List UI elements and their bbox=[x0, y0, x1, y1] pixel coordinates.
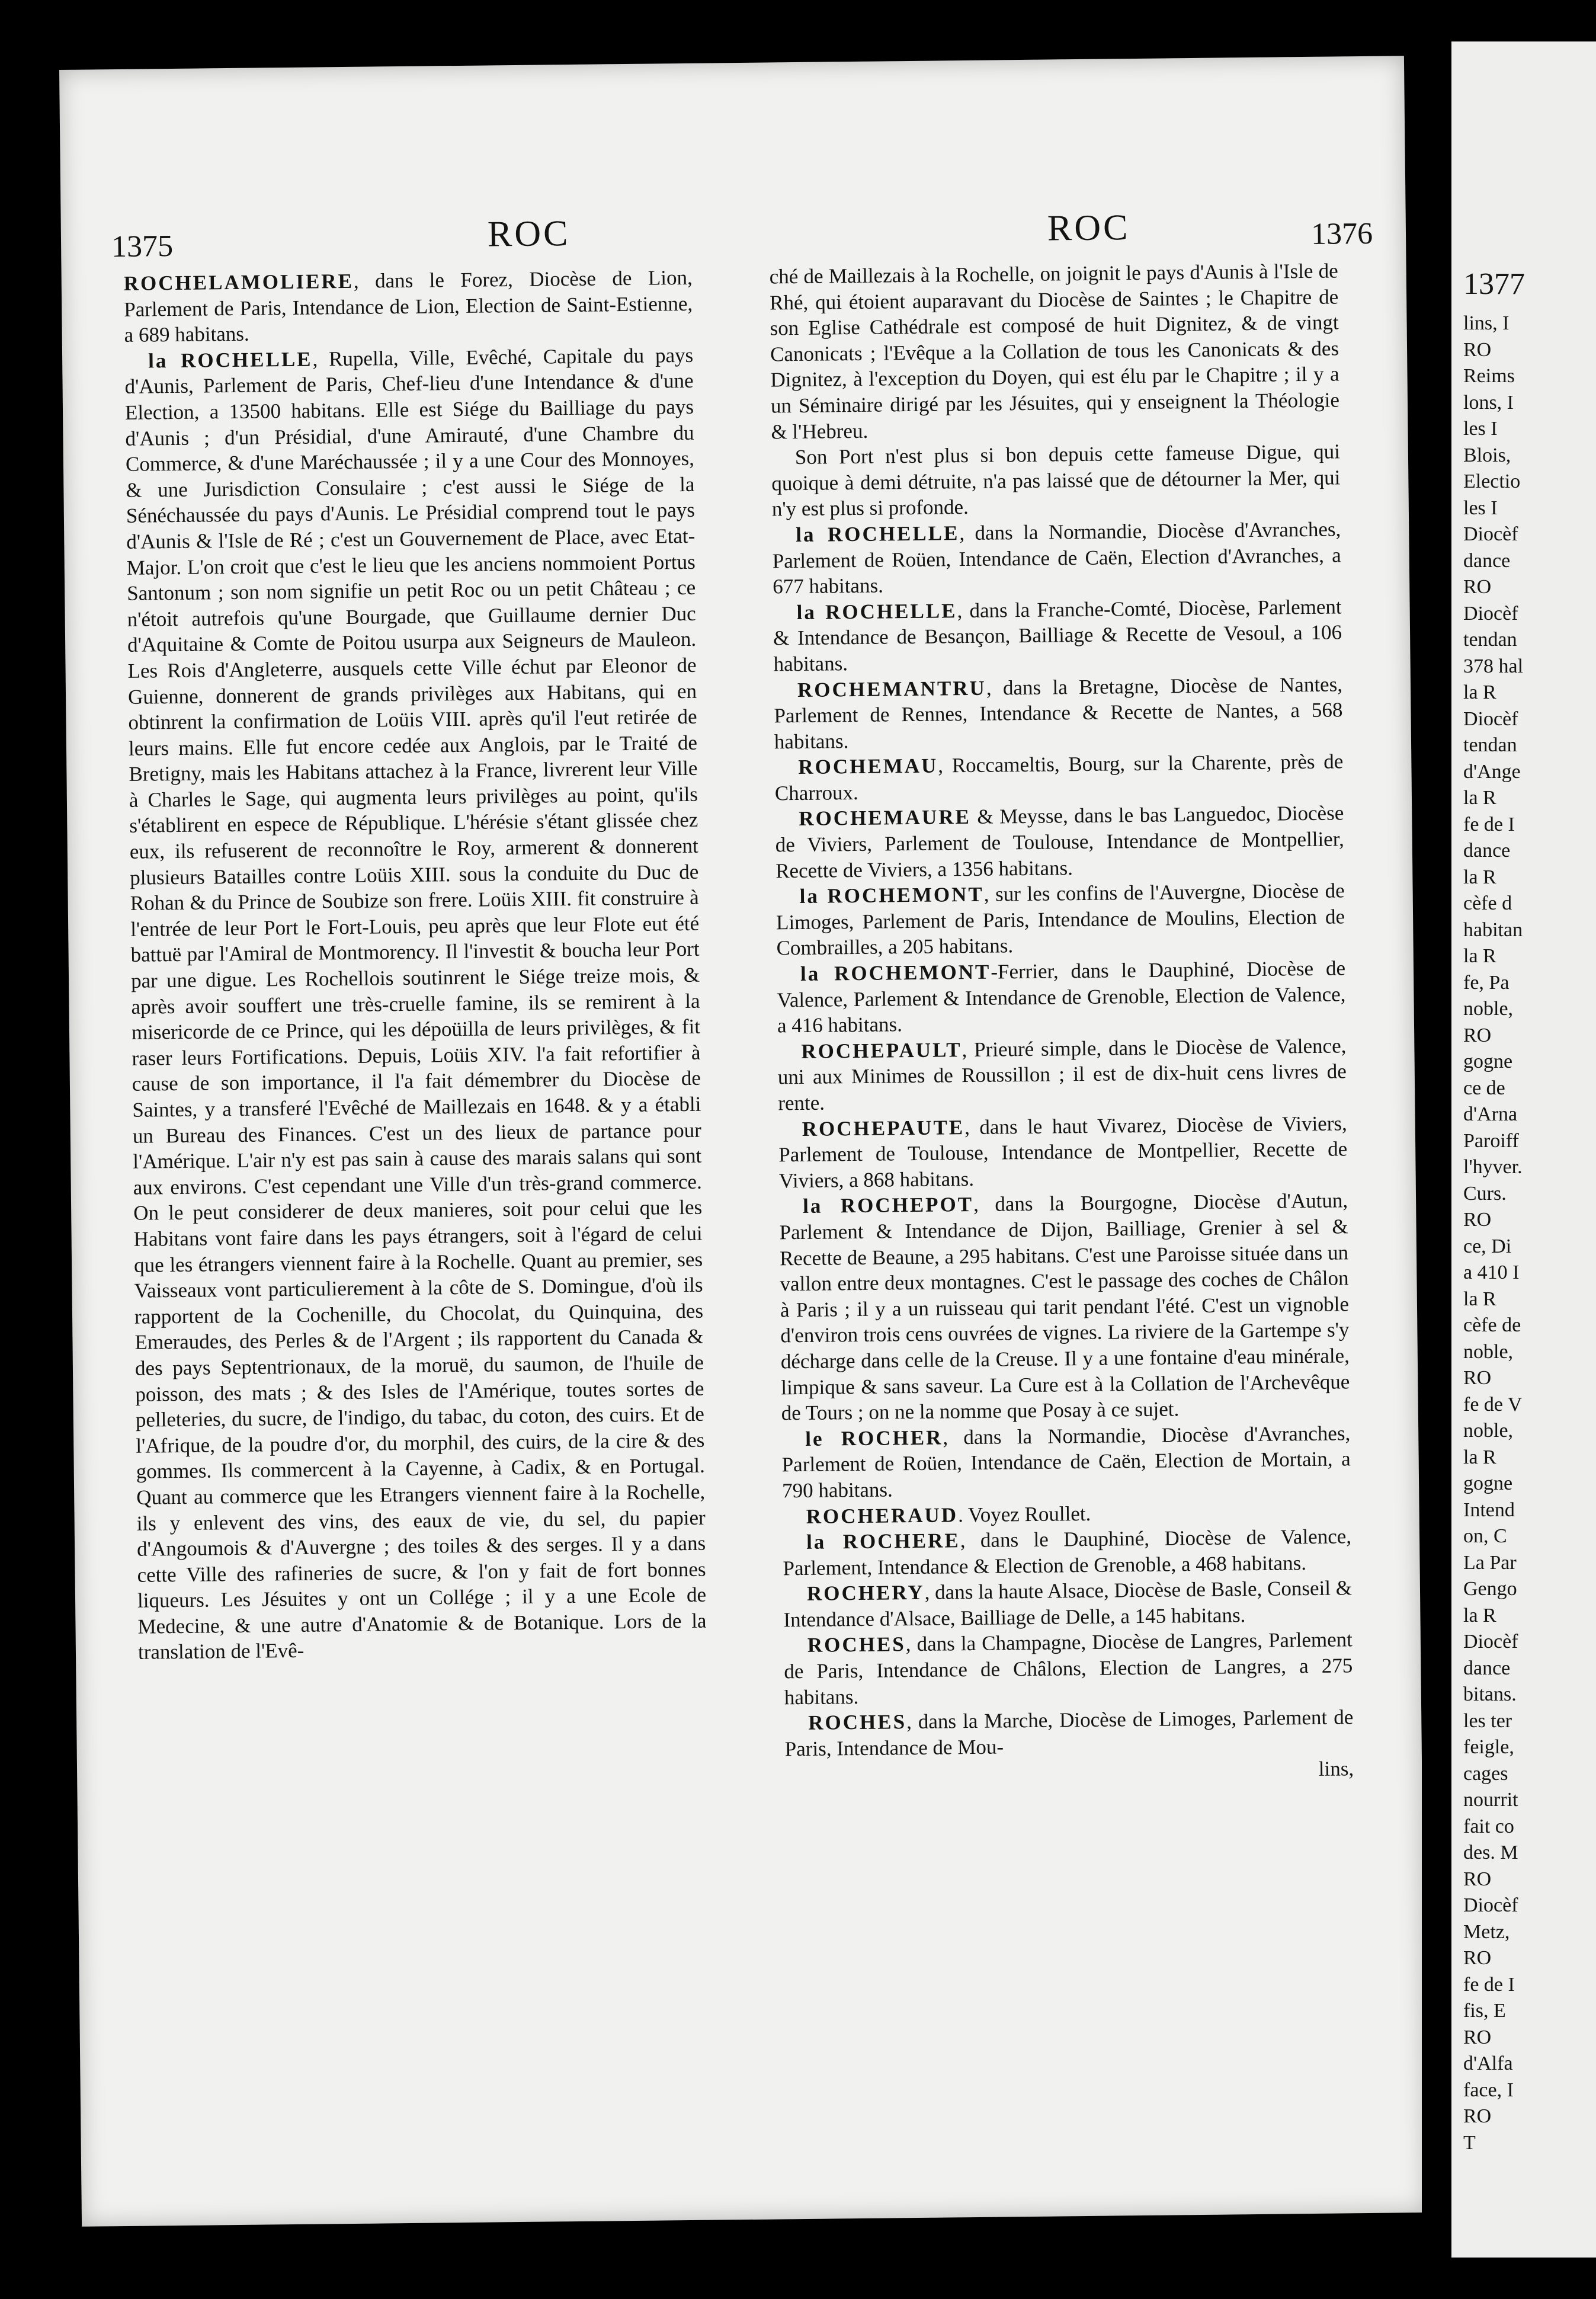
entry-text: , Roccameltis, Bourg, sur la Charente, près de Charroux. bbox=[774, 750, 1344, 805]
entry-text: , dans la Marche, Diocèse de Limoges, Parlement de Paris, Intendance de Mou- bbox=[784, 1705, 1354, 1761]
fragment-line: cèfe d bbox=[1463, 892, 1512, 914]
fragment-line: les I bbox=[1463, 418, 1498, 440]
entry-headword: la ROCHEPOT bbox=[802, 1193, 974, 1218]
entry-text: -Ferrier, dans le Dauphiné, Diocèse de Valence, Parlement & Intendance de Grenoble, Election de Valence, a 416 habitans. bbox=[777, 956, 1346, 1038]
dictionary-entry bbox=[124, 342, 707, 1666]
entry-headword: le ROCHER bbox=[805, 1426, 943, 1451]
fragment-line: la R bbox=[1463, 681, 1496, 703]
dictionary-entry bbox=[124, 265, 693, 348]
fragment-line: Diocèf bbox=[1463, 523, 1518, 545]
fragment-line: noble, bbox=[1463, 998, 1514, 1020]
entry-headword: ROCHELAMOLIERE bbox=[123, 269, 354, 295]
entry-headword: ROCHES bbox=[807, 1632, 906, 1657]
fragment-line: cages bbox=[1463, 1762, 1508, 1785]
dictionary-entry bbox=[779, 1188, 1350, 1426]
fragment-line: les I bbox=[1463, 497, 1498, 519]
entry-headword: ROCHEPAUTE bbox=[802, 1115, 965, 1141]
fragment-line: Diocèf bbox=[1463, 707, 1518, 730]
right-page-fragment bbox=[1451, 41, 1596, 2258]
fragment-line: lins, I bbox=[1463, 312, 1510, 334]
dictionary-entry bbox=[778, 1110, 1348, 1194]
dictionary-entry bbox=[773, 594, 1342, 677]
fragment-line: Electio bbox=[1463, 470, 1521, 492]
entry-text: , dans la haute Alsace, Diocèse de Basle, Conseil & Intendance d'Alsace, Bailliage de Delle, a 145 habitans. bbox=[783, 1576, 1353, 1632]
fragment-line: dance bbox=[1463, 549, 1511, 572]
running-head-right: ROC bbox=[1047, 207, 1130, 249]
dictionary-entry bbox=[771, 439, 1341, 523]
fragment-line: Intend bbox=[1463, 1498, 1515, 1521]
fragment-line: cèfe de bbox=[1463, 1314, 1521, 1336]
entry-text: , dans le haut Vivarez, Diocèse de Viviers, Parlement de Toulouse, Intendance de Montpellier, Recette de Viviers, a 868 habitans. bbox=[778, 1111, 1348, 1193]
entry-headword: la ROCHERE bbox=[806, 1529, 960, 1554]
entry-headword: ROCHEMANTRU bbox=[797, 676, 987, 702]
fragment-line: d'Arna bbox=[1463, 1103, 1518, 1125]
fragment-line: fis, E bbox=[1463, 2000, 1506, 2022]
fragment-line: La Par bbox=[1463, 1551, 1517, 1574]
entry-headword: ROCHERY bbox=[806, 1581, 925, 1606]
fragment-line: Gengo bbox=[1463, 1578, 1517, 1600]
fragment-line: les ter bbox=[1463, 1709, 1512, 1732]
fragment-line: RO bbox=[1463, 2026, 1492, 2048]
fragment-line: dance bbox=[1463, 840, 1511, 862]
fragment-line: la R bbox=[1463, 1288, 1496, 1310]
fragment-line: ce, Di bbox=[1463, 1235, 1512, 1257]
entry-headword: la ROCHELLE bbox=[796, 521, 960, 546]
fragment-line: lons, I bbox=[1463, 391, 1514, 414]
entry-headword: la ROCHELLE bbox=[796, 598, 957, 624]
fragment-line: Metz, bbox=[1463, 1920, 1510, 1943]
fragment-line: RO bbox=[1463, 1024, 1492, 1046]
dictionary-entry bbox=[769, 258, 1339, 444]
fragment-line: la R bbox=[1463, 945, 1496, 967]
fragment-line: tendan bbox=[1463, 629, 1517, 651]
entry-text: , Prieuré simple, dans le Diocèse de Valence, uni aux Minimes de Roussillon ; il est de dix-huit cens livres de rente. bbox=[777, 1034, 1347, 1115]
entry-text: , dans la Bourgogne, Diocèse d'Autun, Parlement & Intendance de Dijon, Bailliage, Grenier à sel & Recette de Beaune, a 295 habitans. C'est une Paroisse située dans un vallon entre deux montagnes. C'est le passage des coches de Châlon à Paris ; il y a un ruisseau qui tarit pendant l'été. C'est un vignoble d'environ trois cens ouvrées de vignes. La riviere de la Gartempe s'y décharge dans celle de la Creuse. Il y a une fontaine d'eau minérale, limpique & sans saveur. La Cure est à la Collation de l'Archevêque de Tours ; on ne la nomme que Posay à ce sujet. bbox=[779, 1189, 1350, 1425]
dictionary-entry bbox=[772, 516, 1341, 600]
entry-text: ché de Maillezais à la Rochelle, on joignit le pays d'Aunis à l'Isle de Rhé, qui étoient auparavant du Diocèse de Saintes ; le Chapitre de son Eglise Cathédrale est composé de huit Dignitez, & de vingt Canonicats ; l'Evêque a la Collation de tous les Canonicats & des Dignitez, à l'exception du Doyen, qui est élu par le Chapitre ; il y a un Séminaire dirigé par les Jésuites, qui y enseignent la Théologie & l'Hebreu. bbox=[769, 259, 1340, 444]
fragment-line: fe de I bbox=[1463, 813, 1515, 835]
page-number-left: 1375 bbox=[111, 229, 174, 264]
entry-headword: ROCHEMAU bbox=[798, 754, 938, 779]
entry-headword: ROCHERAUD bbox=[806, 1503, 959, 1528]
dictionary-entry bbox=[774, 671, 1343, 755]
fragment-line: fe, Pa bbox=[1463, 971, 1510, 994]
dictionary-entry bbox=[781, 1420, 1351, 1504]
entry-headword: la ROCHELLE bbox=[148, 347, 313, 373]
fragment-line: gogne bbox=[1463, 1472, 1513, 1494]
fragment-line: bitans. bbox=[1463, 1683, 1517, 1705]
fragment-line: ce de bbox=[1463, 1077, 1505, 1099]
entry-text: , dans la Champagne, Diocèse de Langres, Parlement de Paris, Intendance de Châlons, Election de Langres, a 275 habitans. bbox=[784, 1628, 1353, 1709]
fragment-line: 378 hal bbox=[1463, 655, 1524, 677]
entry-text: , Rupella, Ville, Evêché, Capitale du pays d'Aunis, Parlement de Paris, Chef-lieu d'une Intendance & d'une Election, a 13500 habitans. Elle est Siége du Bailliage du pays d'Aunis ; d'un Présidial, d'une Amirauté, d'une Chambre du Commerce, & d'une Maréchaussée ; il y a une Cour des Monnoyes, & une Jurisdiction Consulaire ; c'est aussi le Siége de la Sénéchaussée du pays d'Aunis. Le Présidial comprend tout le pays d'Aunis & l'Isle de Ré ; c'est un Gouvernement de Place, avec Etat-Major. L'on croit que c'est le lieu que les anciens nommoient Portus Santonum ; son nom signifie un petit Roc ou un petit Château ; ce n'étoit autrefois qu'une Bourgade, que Guillaume dernier Duc d'Aquitaine & Comte de Poitou usurpa aux Seigneurs de Mauleon. Les Rois d'Angleterre, ausquels cette Ville échut par Eleonor de Guienne, donnerent de grands privilèges aux Habitans, qui en obtinrent la confirmation de Loüis VIII. après qu'il l'eut retirée de leurs mains. Elle fut encore cedée aux Anglois, par le Traité de Bretigny, mais les Habitans attachez à la France, livrerent leur Ville à Charles le Sage, qui augmenta leurs privilèges au point, qu'ils s'établirent en espece de République. L'hérésie s'étant glissée chez eux, ils refuserent de reconnoître le Roy, armerent & donnerent plusieurs Batailles contre Loüis XIII. sous la conduite du Duc de Rohan & du Prince de Soubize son frere. Loüis XIII. fit construire à l'entrée de leur Port le Fort-Louis, peu après que leur Flote eut été battuë par l'Amiral de Montmorency. Il l'investit & boucha leur Port par une digue. Les Rochellois soutinrent le Siége treize mois, & après avoir souffert une très-cruelle famine, ils se remirent à la misericorde de ce Prince, qui les dépoüilla de leurs privilèges, & fit raser leurs Fortifications. Depuis, Loüis XIV. l'a fait refortifier à cause de son importance, il l'a fait démembrer du Diocèse de Saintes, y a transferé l'Evêché de Maillezais en 1648. & y a établi un Bureau des Finances. C'est un des lieux de partance pour l'Amérique. L'air n'y est pas sain à cause des marais salans qui sont aux environs. C'est cependant une Ville d'un très-grand commerce. On le peut considerer de deux manieres, soit pour celui que les Habitans vont faire dans les pays étrangers, soit à l'égard de celui que les étrangers viennent faire à la Rochelle. Quant au premier, ses Vaisseaux vont particulierement à la côte de S. Domingue, d'où ils rapportent de la Cochenille, du Chocolat, du Quinquina, des Emeraudes, des Perles & de l'Argent ; ils rapportent du Canada & des pays Septentrionaux, de la moruë, du saumon, de l'huile de poisson, des mats ; & des Isles de l'Amérique, toutes sortes de pelleteries, du sucre, de l'indigo, du tabac, du coton, des cuirs. Et de l'Afrique, de la poudre d'or, du morphil, des cuirs, de la cire & des gommes. Ils commercent à la Cayenne, à Cadix, & en Portugal. Quant au commerce que les Etrangers viennent faire à la Rochelle, ils y enlevent des vins, des eaux de vie, du sel, du papier d'Angoumois & d'Auvergne ; des toiles & des serges. Il y a dans cette Ville des rafineries de sucre, & l'on y fait de fort bonnes liqueurs. Les Jésuites y ont un Collége ; il y a une Ecole de Medecine, & une autre d'Anatomie & de Botanique. Lors de la translation de l'Evê- bbox=[124, 343, 707, 1664]
entry-text: . Voyez Roullet. bbox=[957, 1501, 1091, 1526]
entry-text: Son Port n'est plus si bon depuis cette fameuse Digue, qui quoique à demi détruite, n'a pas laissé que de détourner la Mer, qui n'y est plus si profonde. bbox=[771, 440, 1341, 521]
entry-headword: la ROCHEMONT bbox=[800, 960, 991, 986]
dictionary-entry bbox=[784, 1627, 1353, 1711]
fragment-line: RO bbox=[1463, 1868, 1492, 1890]
entry-headword: ROCHEPAULT bbox=[801, 1038, 962, 1063]
fragment-line: l'hyver. bbox=[1463, 1156, 1523, 1178]
binding-gutter bbox=[1422, 0, 1451, 2299]
dictionary-entry bbox=[783, 1576, 1353, 1633]
fragment-line: tendan bbox=[1463, 734, 1517, 756]
dictionary-entry bbox=[775, 801, 1344, 884]
fragment-line: Diocèf bbox=[1463, 1894, 1518, 1916]
fragment-line: Curs. bbox=[1463, 1182, 1507, 1205]
fragment-line: des. M bbox=[1463, 1842, 1518, 1863]
dictionary-entry bbox=[784, 1705, 1354, 1762]
fragment-line: la R bbox=[1463, 787, 1496, 809]
left-page bbox=[59, 56, 1427, 2227]
fragment-line: RO bbox=[1463, 338, 1492, 361]
fragment-line: gogne bbox=[1463, 1051, 1513, 1072]
fragment-line: Diocèf bbox=[1463, 602, 1518, 625]
entry-text: , dans la Franche-Comté, Diocèse, Parlement & Intendance de Besançon, Bailliage & Recette de Vesoul, a 106 habitans. bbox=[773, 595, 1342, 676]
entry-text: , dans la Bretagne, Diocèse de Nantes, Parlement de Rennes, Intendance & Recette de Nantes, a 568 habitans. bbox=[774, 672, 1343, 754]
fragment-line: d'Alfa bbox=[1463, 2053, 1513, 2074]
fragment-line: Reims bbox=[1463, 365, 1515, 387]
page-number-next: 1377 bbox=[1463, 267, 1525, 301]
fragment-line: Diocèf bbox=[1463, 1631, 1518, 1653]
entry-headword: ROCHES bbox=[808, 1710, 907, 1735]
fragment-line: Paroiff bbox=[1463, 1129, 1519, 1152]
dictionary-entry bbox=[777, 1033, 1347, 1116]
entry-text: , dans le Forez, Diocèse de Lion, Parlement de Paris, Intendance de Lion, Election de Saint-Estienne, a 689 habitans. bbox=[124, 265, 693, 347]
dictionary-entry bbox=[774, 749, 1344, 806]
fragment-line: dance bbox=[1463, 1657, 1511, 1679]
fragment-line: a 410 I bbox=[1463, 1261, 1520, 1283]
fragment-line: fait co bbox=[1463, 1815, 1514, 1837]
fragment-line: Blois, bbox=[1463, 444, 1511, 466]
entry-text: , dans la Normandie, Diocèse d'Avranches, Parlement de Roüen, Intendance de Caën, Election d'Avranches, a 677 habitans. bbox=[772, 517, 1341, 598]
fragment-line: habitan bbox=[1463, 918, 1523, 941]
fragment-line: la R bbox=[1463, 866, 1496, 888]
fragment-line: RO bbox=[1463, 576, 1492, 598]
fragment-line: noble, bbox=[1463, 1420, 1514, 1442]
fragment-line: feigle, bbox=[1463, 1736, 1514, 1758]
fragment-line: d'Ange bbox=[1463, 760, 1521, 783]
dictionary-entry bbox=[775, 878, 1345, 962]
entry-text: , sur les confins de l'Auvergne, Diocèse de Limoges, Parlement de Paris, Intendance de Moulins, Election de Combrailles, a 205 habitans. bbox=[775, 879, 1345, 960]
fragment-line: noble, bbox=[1463, 1340, 1514, 1363]
fragment-line: fe de I bbox=[1463, 1973, 1515, 1996]
fragment-line: RO bbox=[1463, 1947, 1492, 1969]
dictionary-entry bbox=[783, 1523, 1352, 1581]
fragment-line: la R bbox=[1463, 1446, 1496, 1468]
catchword: lins, bbox=[1318, 1757, 1354, 1781]
fragment-line: face, I bbox=[1463, 2079, 1514, 2101]
dictionary-entry bbox=[777, 955, 1346, 1039]
entry-headword: la ROCHEMONT bbox=[799, 882, 984, 908]
fragment-line: la R bbox=[1463, 1604, 1496, 1626]
entry-headword: ROCHEMAURE bbox=[799, 805, 972, 831]
fragment-line: RO bbox=[1463, 1209, 1492, 1231]
entry-text: & Meysse, dans le bas Languedoc, Diocèse de Viviers, Parlement de Toulouse, Intendance de Montpellier, Recette de Viviers, a 1356 habitans. bbox=[775, 801, 1344, 883]
fragment-line: on, C bbox=[1463, 1525, 1507, 1547]
entry-text: , dans la Normandie, Diocèse d'Avranches, Parlement de Roüen, Intendance de Caën, Election de Mortain, a 790 habitans. bbox=[781, 1421, 1351, 1503]
fragment-line: nourrit bbox=[1463, 1789, 1518, 1811]
page-number-right: 1376 bbox=[1310, 216, 1373, 251]
running-head-left: ROC bbox=[487, 213, 571, 255]
fragment-line: fe de V bbox=[1463, 1393, 1523, 1416]
text-column-1 bbox=[124, 265, 707, 1666]
text-column-2 bbox=[769, 258, 1354, 1788]
fragment-line: RO bbox=[1463, 1367, 1492, 1389]
fragment-line: T bbox=[1463, 2131, 1476, 2154]
entry-text: , dans le Dauphiné, Diocèse de Valence, Parlement, Intendance & Election de Grenoble, a 468 habitans. bbox=[783, 1525, 1352, 1580]
fragment-line: RO bbox=[1463, 2105, 1492, 2127]
